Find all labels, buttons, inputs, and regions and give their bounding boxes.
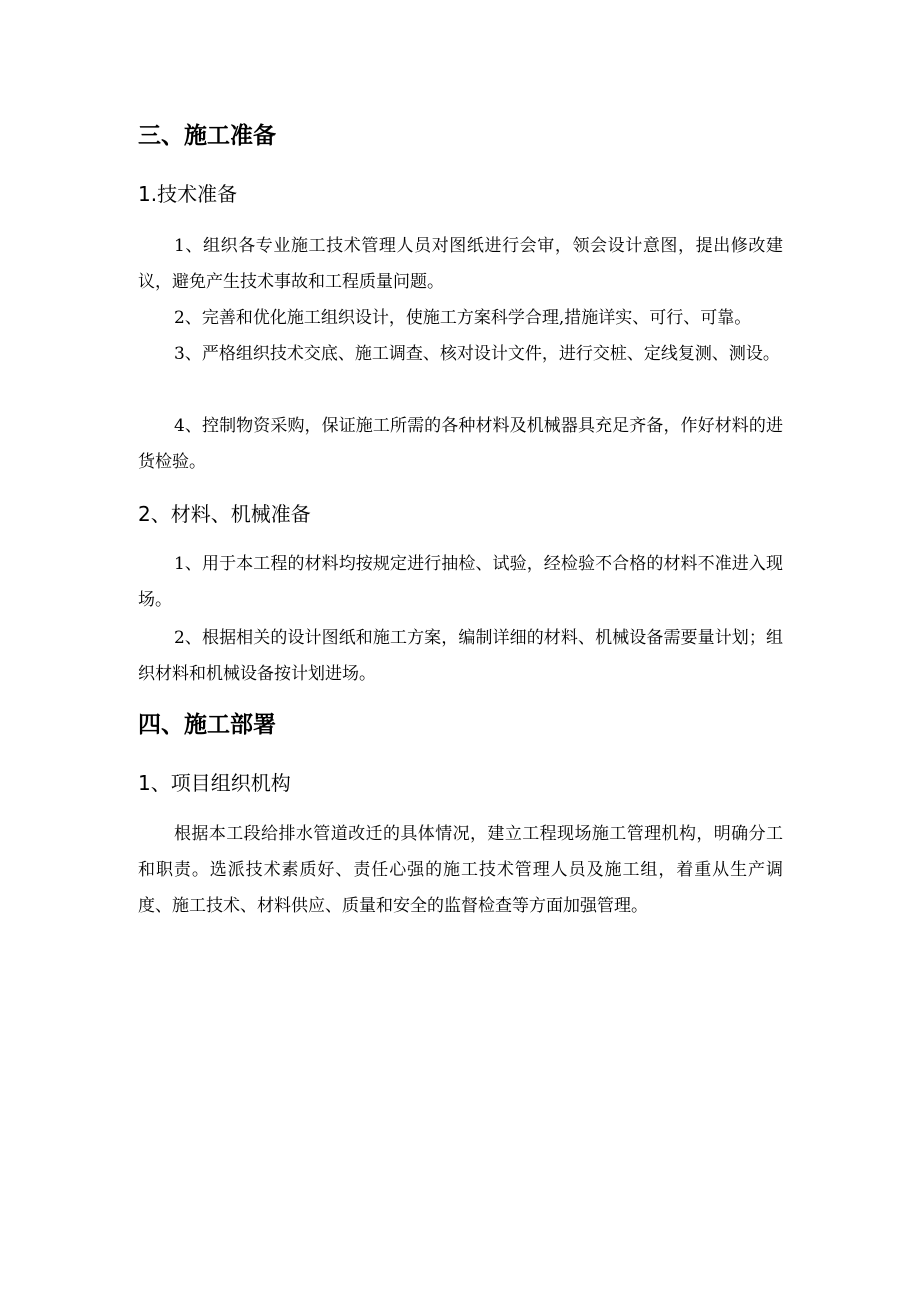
section-heading-construction-preparation: 三、施工准备 xyxy=(138,123,276,149)
paragraph: 4、控制物资采购，保证施工所需的各种材料及机械器具充足齐备，作好材料的进货检验。 xyxy=(138,416,783,472)
subsection-heading-technical-preparation: 1.技术准备 xyxy=(138,182,238,206)
paragraph: 2、完善和优化施工组织设计，使施工方案科学合理,措施详实、可行、可靠。 xyxy=(174,308,752,328)
paragraph: 2、根据相关的设计图纸和施工方案，编制详细的材料、机械设备需要量计划；组织材料和机械设备按计划进场。 xyxy=(138,628,783,684)
paragraph: 1、组织各专业施工技术管理人员对图纸进行会审，领会设计意图，提出修改建议，避免产生技术事故和工程质量问题。 xyxy=(138,236,783,292)
paragraph: 3、严格组织技术交底、施工调查、核对设计文件，进行交桩、定线复测、测设。 xyxy=(174,344,780,364)
paragraph: 1、用于本工程的材料均按规定进行抽检、试验，经检验不合格的材料不准进入现场。 xyxy=(138,554,783,610)
paragraph: 根据本工段给排水管道改迁的具体情况，建立工程现场施工管理机构，明确分工和职责。选派技术素质好、责任心强的施工技术管理人员及施工组，着重从生产调度、施工技术、材料供应、质量和安全的监督检查等方面加强管理。 xyxy=(138,824,783,916)
subsection-heading-materials-machinery: 2、材料、机械准备 xyxy=(138,502,311,526)
document-page xyxy=(138,0,783,1302)
subsection-heading-project-organization: 1、项目组织机构 xyxy=(138,771,291,795)
section-heading-construction-deployment: 四、施工部署 xyxy=(138,712,276,738)
